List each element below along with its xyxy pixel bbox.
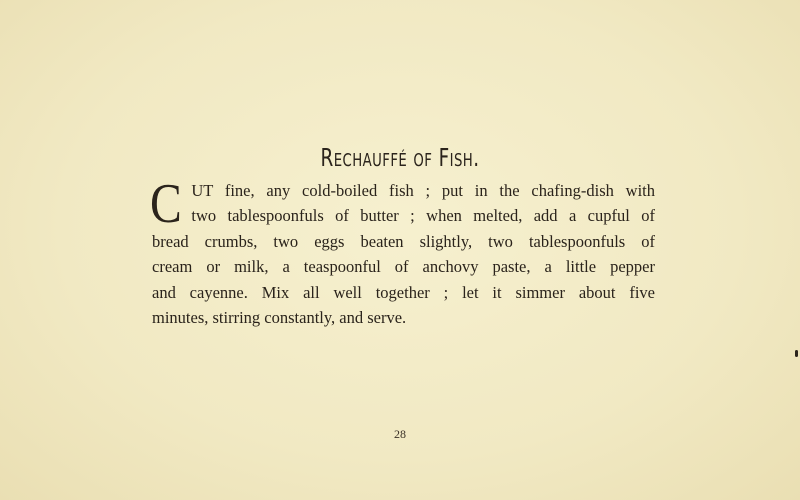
recipe-line-2: two tablespoonfuls of butter ; when melted, add a cupful of: [191, 206, 655, 226]
recipe-line-5: and cayenne. Mix all well together ; let it simmer about five: [152, 282, 655, 302]
page-number: 28: [394, 427, 406, 441]
recipe-title: Rechauffé of Fish.: [320, 143, 480, 172]
recipe-line-6: minutes, stirring constantly, and serve.: [152, 308, 407, 328]
recipe-line-4: cream or milk, a teaspoonful of anchovy paste, a little pepper: [152, 257, 655, 277]
recipe-line-1: UT fine, any cold-boiled fish ; put in the chafing-dish with: [191, 181, 655, 200]
drop-cap: C: [150, 173, 182, 235]
recipe-line-3: bread crumbs, two eggs beaten slightly, two tablespoonfuls of: [152, 231, 655, 251]
margin-speck: [795, 350, 798, 357]
recipe-body: [150, 173, 655, 330]
